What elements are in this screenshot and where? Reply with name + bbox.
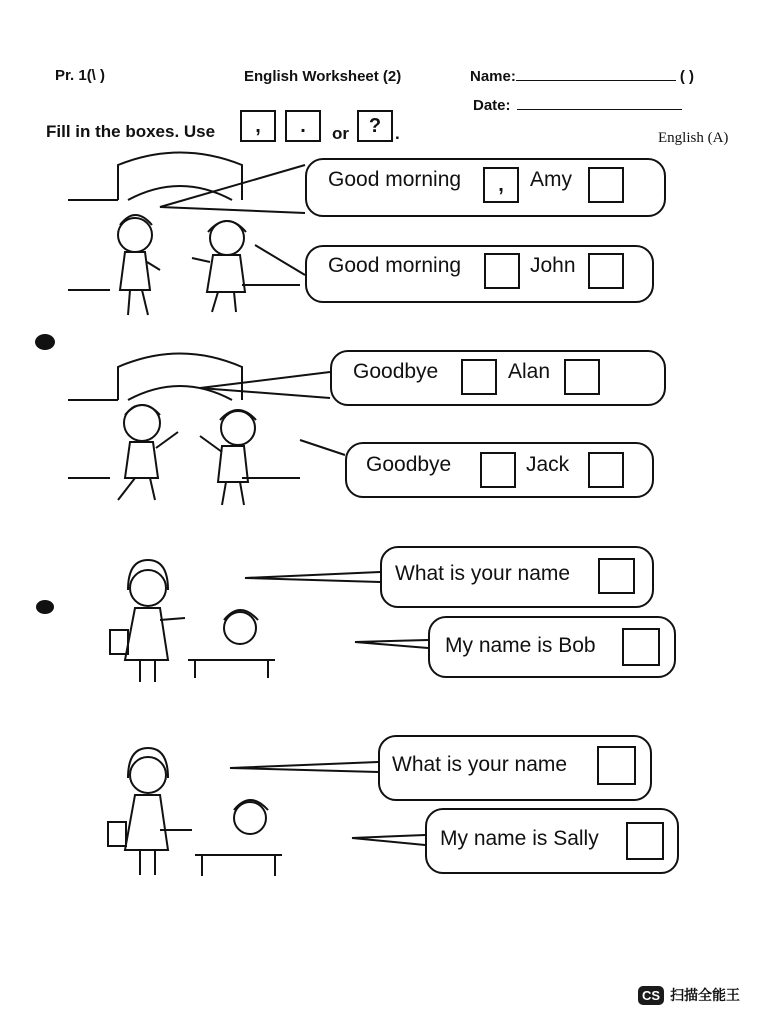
name-row — [470, 66, 694, 85]
answer-text: My name is Sally — [440, 827, 599, 850]
cs-logo-icon: CS — [638, 986, 664, 1005]
instruction-end: . — [395, 124, 400, 143]
girl-figure-1 — [192, 221, 246, 312]
greeting-text: Goodbye — [366, 453, 452, 476]
answer-box[interactable] — [622, 628, 660, 666]
answer-box[interactable] — [626, 822, 664, 860]
name-text: Jack — [526, 453, 570, 476]
instruction-text: Fill in the boxes. Use — [46, 122, 216, 141]
scanner-watermark — [638, 985, 740, 1005]
boy-figure-2 — [118, 405, 178, 500]
date-label: Date: — [473, 97, 511, 114]
question-text: What is your name — [392, 753, 568, 776]
answer-box[interactable] — [588, 167, 624, 203]
answer-box[interactable] — [597, 746, 636, 785]
answer-box[interactable] — [484, 253, 520, 289]
option-period: . — [285, 110, 321, 142]
date-row — [473, 95, 682, 114]
teacher-figure-1 — [110, 560, 185, 682]
boy-figure-3 — [200, 410, 256, 505]
option-comma: , — [240, 110, 276, 142]
building-arch-2 — [68, 354, 345, 479]
building-arch-1 — [68, 153, 305, 291]
greeting-text: Good morning — [328, 254, 462, 277]
name-field[interactable] — [516, 66, 676, 81]
boy-figure-1 — [118, 215, 160, 315]
course-label: English (A) — [658, 130, 729, 146]
answer-box[interactable] — [564, 359, 600, 395]
app-name: 扫描全能王 — [670, 987, 741, 1003]
answer-box[interactable] — [588, 452, 624, 488]
name-text: John — [530, 254, 576, 277]
answer-box[interactable] — [598, 558, 635, 594]
greeting-text: Goodbye — [353, 360, 439, 383]
answer-box[interactable] — [480, 452, 516, 488]
option-question: ? — [357, 110, 393, 142]
answer-box[interactable] — [461, 359, 497, 395]
name-label: Name: — [470, 68, 516, 85]
name-paren: ( ) — [679, 68, 695, 85]
teacher-figure-2 — [108, 748, 192, 875]
student-desk-1 — [188, 610, 275, 678]
name-text: Alan — [508, 360, 551, 383]
or-word: or — [332, 124, 349, 143]
greeting-text: Good morning — [328, 168, 462, 191]
answer-box[interactable] — [588, 253, 624, 289]
answer-box[interactable]: , — [483, 167, 519, 203]
worksheet-title: English Worksheet (2) — [244, 68, 402, 85]
answer-text: My name is Bob — [445, 634, 596, 657]
name-text: Amy — [530, 168, 572, 191]
class-label: Pr. 1(\ ) — [55, 67, 106, 84]
date-field[interactable] — [517, 95, 682, 110]
question-text: What is your name — [395, 562, 571, 585]
student-desk-2 — [195, 800, 282, 876]
